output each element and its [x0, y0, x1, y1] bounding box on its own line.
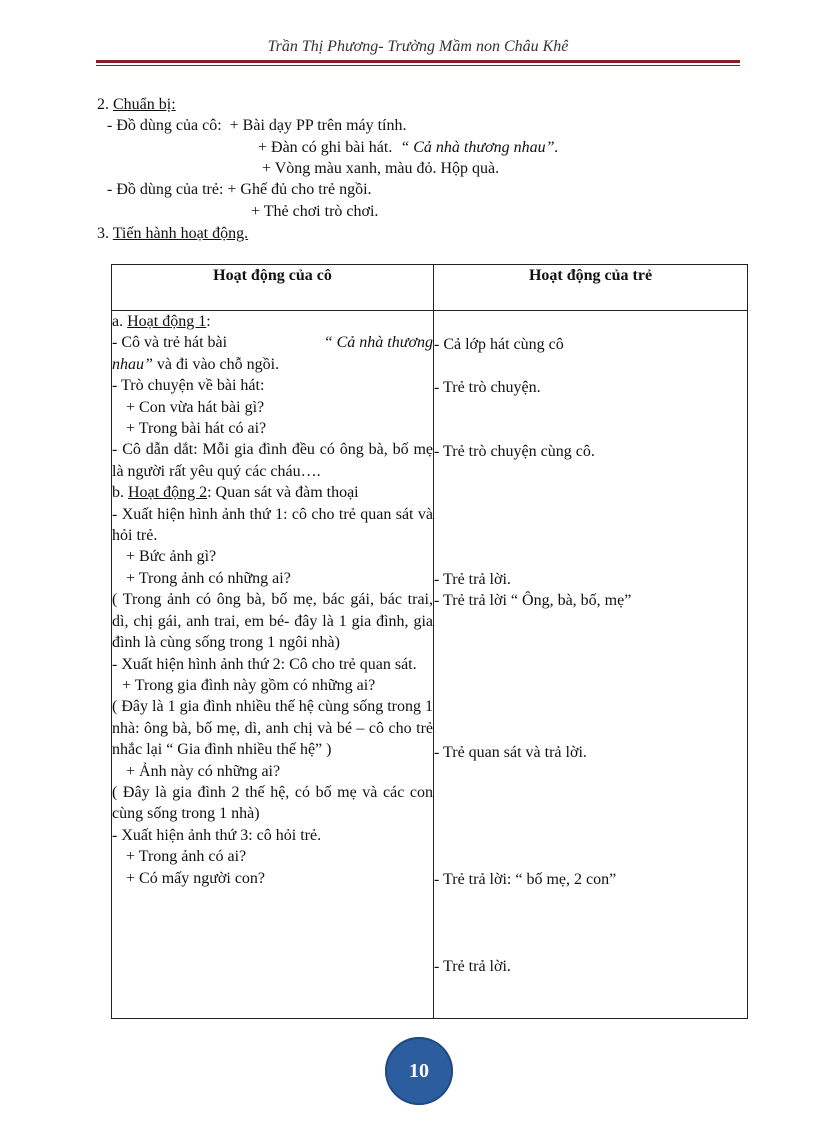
child-column-header: Hoạt động của trẻ [434, 265, 748, 311]
teacher-line: - Xuất hiện hình ảnh thứ 2: Cô cho trẻ quan sát. [112, 655, 417, 673]
child-activities-cell [434, 311, 748, 1019]
teacher-line: - Cô dẫn dắt: Mỗi gia đình đều có ông bà, bố mẹ là người rất yêu quý các cháu…. [112, 441, 433, 480]
child-line: - Trẻ trả lời. [434, 958, 511, 975]
teacher-materials-line-1: - Đồ dùng của cô: + Bài dạy PP trên máy tính. [107, 117, 407, 134]
teacher-line: + Con vừa hát bài gì? [126, 398, 265, 416]
teacher-line: ( Đây là 1 gia đình nhiều thế hệ cùng sống trong 1 nhà: ông bà, bố mẹ, dì, anh chị và bé – cô cho trẻ nhắc lại “ Gia đình nhiều thế hệ” ) [112, 698, 433, 759]
header-rule-thin [96, 65, 740, 66]
teacher-activities-cell [112, 311, 434, 1019]
teacher-line: - Xuất hiện ảnh thứ 3: cô hỏi trẻ. [112, 826, 322, 844]
child-line: - Trẻ trò chuyện cùng cô. [434, 443, 595, 460]
teacher-line: + Trong gia đình này gồm có những ai? [122, 676, 376, 694]
teacher-materials-line-3: + Vòng màu xanh, màu đỏ. Hộp quà. [262, 160, 500, 177]
child-line: - Trẻ trả lời: “ bố mẹ, 2 con” [434, 871, 617, 888]
section-2-heading: 2. Chuẩn bị: [97, 96, 176, 113]
section-3-heading: 3. Tiến hành hoạt động. [97, 225, 249, 242]
child-materials-line-1: - Đồ dùng của trẻ: + Ghế đủ cho trẻ ngồi. [107, 181, 372, 198]
child-line: - Cả lớp hát cùng cô [434, 336, 564, 353]
teacher-line: + Trong bài hát có ai? [126, 420, 267, 438]
child-line: - Trẻ trả lời. [434, 571, 511, 588]
teacher-line: + Bức ảnh gì? [126, 548, 217, 566]
activity-2-heading: b. Hoạt động 2: Quan sát và đàm thoại [112, 484, 359, 502]
teacher-line: + Trong ảnh có những ai? [126, 569, 291, 587]
teacher-column-header: Hoạt động của cô [112, 265, 434, 311]
page-header: Trần Thị Phương- Trường Mầm non Châu Khê [267, 38, 569, 55]
teacher-line: - Xuất hiện hình ảnh thứ 1: cô cho trẻ quan sát và hỏi trẻ. [112, 505, 433, 545]
teacher-line: ( Đây là gia đình 2 thế hệ, có bố mẹ và các con cùng sống trong 1 nhà) [112, 783, 433, 823]
header-rule-thick [96, 60, 740, 63]
child-line: - Trẻ quan sát và trả lời. [434, 744, 587, 761]
child-materials-line-2: + Thẻ chơi trò chơi. [251, 203, 379, 220]
activity-1-heading: a. Hoạt động 1: [112, 313, 211, 330]
teacher-line: nhau” và đi vào chỗ ngồi. [112, 355, 280, 373]
child-line: - Trẻ trả lời “ Ông, bà, bố, mẹ” [434, 592, 632, 609]
activity-table [111, 264, 748, 1019]
teacher-line: - Trò chuyện về bài hát: [112, 377, 265, 395]
teacher-line: + Ảnh này có những ai? [126, 762, 281, 780]
teacher-line: + Có mấy người con? [126, 869, 266, 887]
teacher-line: ( Trong ảnh có ông bà, bố mẹ, bác gái, bác trai, dì, chị gái, anh trai, em bé- đây là 1 gia đình, gia đình là cùng sống trong 1 ngôi nhà) [112, 591, 433, 652]
page-number-badge: 10 [385, 1037, 453, 1105]
teacher-line: + Trong ảnh có ai? [126, 848, 247, 866]
teacher-line: - Cô và trẻ hát bài “ Cả nhà thương [112, 334, 433, 352]
child-line: - Trẻ trò chuyện. [434, 379, 541, 396]
teacher-materials-line-2: + Đàn có ghi bài hát. “ Cả nhà thương nhau”. [258, 139, 559, 156]
